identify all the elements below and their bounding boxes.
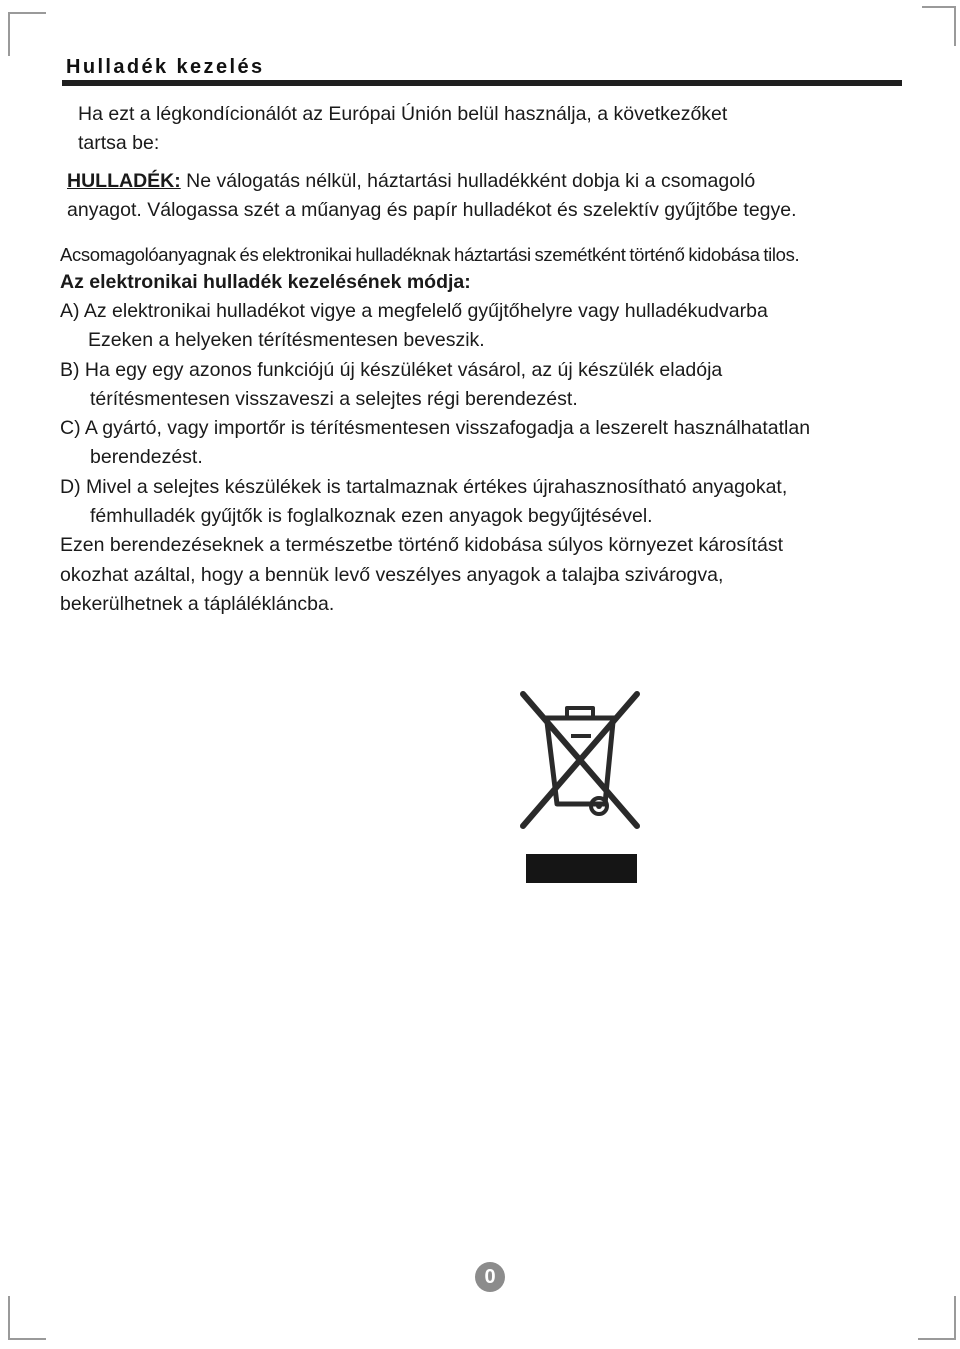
crop-mark-top-right-horizontal	[922, 6, 956, 8]
section-title: Hulladék kezelés	[66, 56, 265, 78]
weee-symbol	[515, 686, 645, 891]
page-number-badge: 0	[475, 1262, 505, 1292]
crop-mark-bottom-right-vertical	[954, 1296, 956, 1340]
intro-line-1: Ha ezt a légkondícionálót az Európai Únión belül használja, a következőket	[78, 103, 728, 125]
method-heading: Az elektronikai hulladék kezelésének módja:	[60, 271, 471, 293]
item-c-line-2: berendezést.	[90, 446, 203, 468]
closing-line-1: Ezen berendezéseknek a természetbe történő kidobása súlyos környezet károsítást	[60, 534, 783, 556]
crop-mark-top-right-vertical	[954, 6, 956, 46]
hulladek-label: HULLADÉK:	[67, 170, 181, 192]
crop-mark-top-left-vertical	[8, 12, 10, 56]
packaging-ban-line: Acsomagolóanyagnak és elektronikai hulladéknak háztartási szemétként történő kidobása tilos.	[60, 244, 800, 265]
closing-line-2: okozhat azáltal, hogy a bennük levő veszélyes anyagok a talajba szivárogva,	[60, 564, 724, 586]
crop-mark-top-left-horizontal	[8, 12, 46, 14]
item-b-line-2: térítésmentesen visszaveszi a selejtes régi berendezést.	[90, 388, 578, 410]
item-b-line-1: B) Ha egy egy azonos funkciójú új készüléket vásárol, az új készülék eladója	[60, 359, 723, 381]
title-rule	[62, 80, 902, 86]
crop-mark-bottom-left-horizontal	[8, 1338, 46, 1340]
item-a-line-1: A) Az elektronikai hulladékot vigye a megfelelő gyűjtőhelyre vagy hulladékudvarba	[60, 300, 768, 322]
crossed-out-wheelie-bin-icon	[515, 686, 645, 891]
hulladek-line-2: anyagot. Válogassa szét a műanyag és papír hulladékot és szelektív gyűjtőbe tegye.	[67, 199, 797, 221]
crop-mark-bottom-left-vertical	[8, 1296, 10, 1340]
crop-mark-bottom-right-horizontal	[918, 1338, 956, 1340]
item-a-line-2: Ezeken a helyeken térítésmentesen beveszik.	[88, 329, 485, 351]
item-d-line-1: D) Mivel a selejtes készülékek is tartalmaznak értékes újrahasznosítható anyagokat,	[60, 476, 788, 498]
hulladek-line-1-text: Ne válogatás nélkül, háztartási hulladékként dobja ki a csomagoló	[180, 170, 756, 192]
intro-line-2: tartsa be:	[78, 132, 160, 154]
item-c-line-1: C) A gyártó, vagy importőr is térítésmentesen visszafogadja a leszerelt használhatatlan	[60, 417, 811, 439]
hulladek-line-1	[67, 167, 755, 196]
item-d-line-2: fémhulladék gyűjtők is foglalkoznak ezen anyagok begyűjtésével.	[90, 505, 653, 527]
closing-line-3: bekerülhetnek a táplálékláncba.	[60, 593, 335, 615]
